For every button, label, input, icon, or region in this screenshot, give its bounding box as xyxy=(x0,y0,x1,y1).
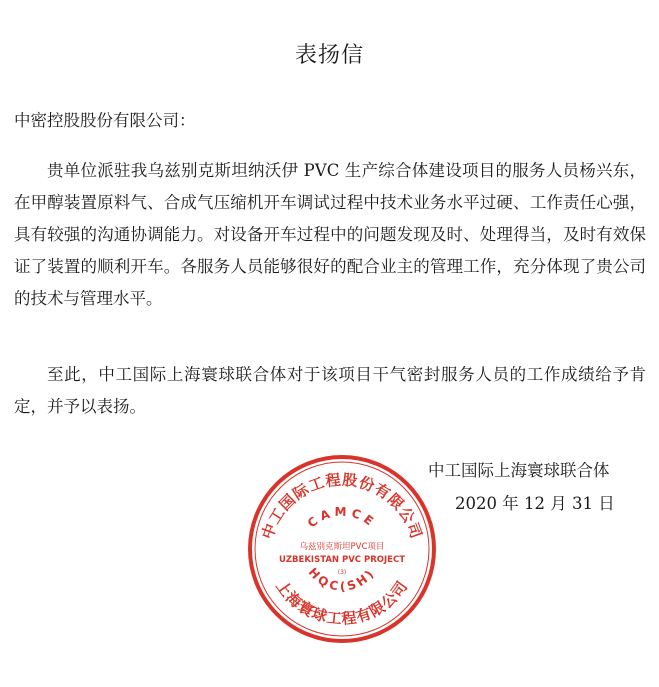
seal-outer-bottom-text: 上海寰球工程有限公司 xyxy=(272,577,412,629)
seal-outer-top-text: 中工国际工程股份有限公司 xyxy=(258,470,426,542)
official-seal xyxy=(246,453,438,645)
seal-center-line2: UZBEKISTAN PVC PROJECT xyxy=(278,555,406,565)
seal-hqc-text: HQC(SH) xyxy=(305,565,379,594)
letter-title: 表扬信 xyxy=(294,43,364,68)
salutation: 中密控股股份有限公司： xyxy=(14,111,196,130)
seal-center-number: (3) xyxy=(337,569,347,576)
body-paragraph-2: 至此，中工国际上海寰球联合体对于该项目干气密封服务人员的工作成绩给予肯定，并予以表扬。 xyxy=(14,365,646,416)
seal-camce-text: CAMCE xyxy=(304,504,380,531)
seal-center-line1: 乌兹别克斯坦PVC项目 xyxy=(299,542,385,552)
body-paragraph-1: 贵单位派驻我乌兹别克斯坦纳沃伊 PVC 生产综合体建设项目的服务人员杨兴东，在甲醇装置原料气、合成气压缩机开车调试过程中技术业务水平过硬、工作责任心强，具有较强的沟通协调能力。对设备开车过程中的问题发现及时、处理得当，及时有效保证了装置的顺利开车。各服务人员能够很好的配合业主的管理工作，充分体现了贵公司的技术与管理水平。 xyxy=(14,161,646,308)
signature-organization: 中工国际上海寰球联合体 xyxy=(428,461,610,480)
signature-date: 2020 年 12 月 31 日 xyxy=(455,494,615,513)
